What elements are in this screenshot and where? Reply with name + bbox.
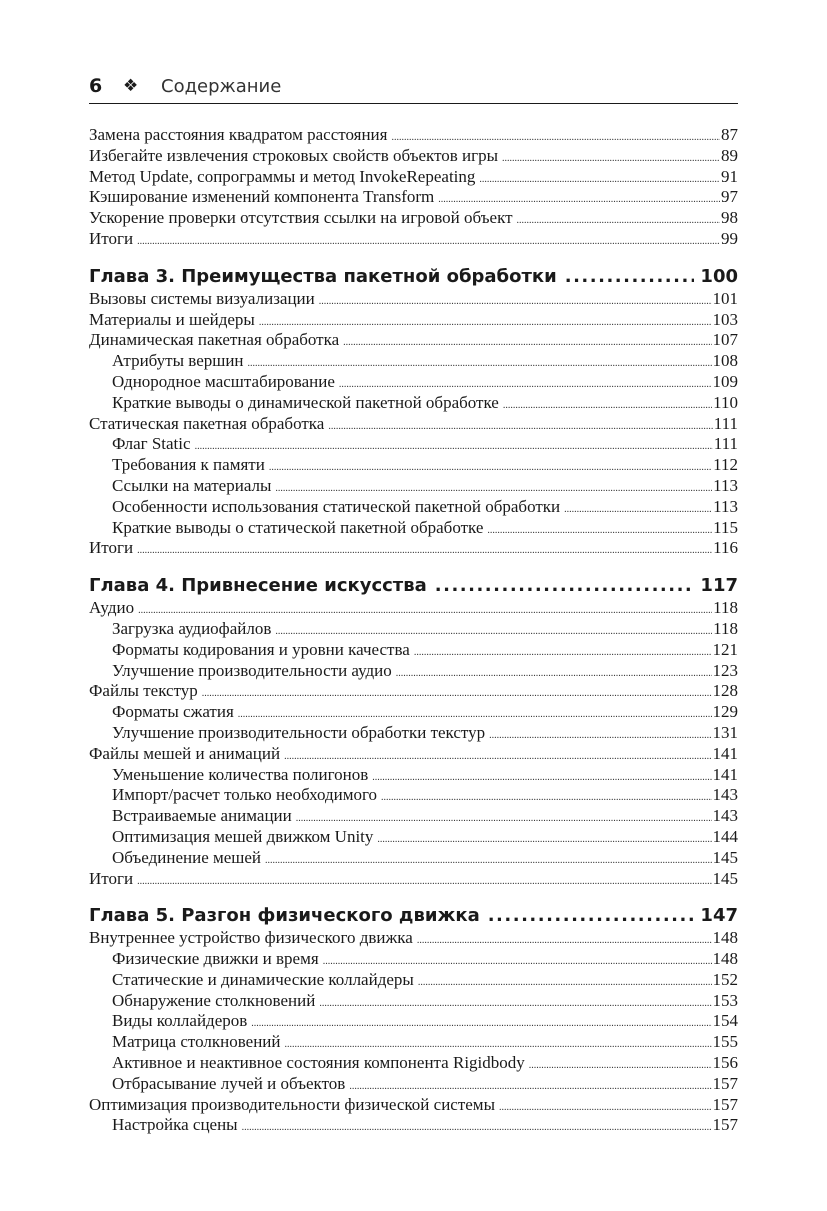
- entry-page-number: 144: [712, 826, 738, 846]
- dot-leader: [137, 232, 720, 253]
- entry-page-number: 107: [712, 330, 738, 350]
- toc-subsection[interactable]: [89, 640, 738, 661]
- entry-page-number: 89: [721, 145, 738, 165]
- entry-title: Итоги: [89, 868, 134, 888]
- entry-page-number: 123: [712, 660, 738, 680]
- toc-section[interactable]: [89, 310, 738, 331]
- entry-title: Кэширование изменений компонента Transform: [89, 187, 435, 207]
- dot-leader: [487, 521, 712, 542]
- entry-title: Флаг Static: [112, 434, 191, 454]
- entry-title: Оптимизация производительности физической системы: [89, 1094, 495, 1114]
- running-title: Содержание: [161, 76, 282, 97]
- toc-subsection[interactable]: [89, 949, 738, 970]
- entry-page-number: 116: [713, 538, 738, 558]
- entry-page-number: 157: [712, 1115, 738, 1135]
- entry-title: Ссылки на материалы: [112, 475, 272, 495]
- entry-title: Физические движки и время: [112, 949, 319, 969]
- toc-subsection[interactable]: [89, 455, 738, 476]
- toc-subsection[interactable]: [89, 848, 738, 869]
- entry-title: Загрузка аудиофайлов: [112, 618, 272, 638]
- entry-title: Форматы сжатия: [112, 702, 234, 722]
- chapter-title: Глава 5. Разгон физического движка: [89, 905, 480, 927]
- entry-page-number: 98: [721, 208, 738, 228]
- dot-leader: [319, 994, 711, 1015]
- entry-page-number: 154: [712, 1011, 738, 1031]
- chapter-page-number: 117: [700, 575, 738, 597]
- entry-title: Настройка сцены: [112, 1115, 238, 1135]
- entry-title: Однородное масштабирование: [112, 371, 335, 391]
- entry-page-number: 148: [712, 949, 738, 969]
- entry-page-number: 118: [713, 598, 738, 618]
- entry-title: Форматы кодирования и уровни качества: [112, 639, 410, 659]
- toc-subsection[interactable]: [89, 476, 738, 497]
- entry-page-number: 118: [713, 618, 738, 638]
- entry-page-number: 110: [713, 392, 738, 412]
- toc-subsection[interactable]: [89, 723, 738, 744]
- dot-leader: [251, 1014, 711, 1035]
- dot-leader: [265, 851, 711, 872]
- ornament-icon: ❖: [123, 76, 139, 96]
- entry-page-number: 145: [712, 847, 738, 867]
- dot-leader: [417, 931, 712, 952]
- toc-subsection[interactable]: [89, 1115, 738, 1136]
- entry-title: Атрибуты вершин: [112, 351, 244, 371]
- dot-leader: [137, 541, 712, 562]
- page-number: 6: [89, 75, 103, 97]
- toc-subsection[interactable]: [89, 351, 738, 372]
- toc-subsection[interactable]: [89, 393, 738, 414]
- dot-leader: [517, 211, 720, 232]
- entry-title: Метод Update, сопрограммы и метод InvokeRepeating: [89, 166, 476, 186]
- dot-leader: [502, 149, 720, 170]
- entry-page-number: 99: [721, 228, 738, 248]
- dot-leader: [414, 643, 712, 664]
- toc-subsection[interactable]: [89, 434, 738, 455]
- toc-section[interactable]: [89, 744, 738, 765]
- entry-page-number: 87: [721, 125, 738, 144]
- chapter-page-number: 147: [700, 905, 738, 927]
- dot-leader: [488, 904, 695, 928]
- toc-subsection[interactable]: [89, 518, 738, 539]
- entry-page-number: 111: [713, 413, 738, 433]
- toc-subsection[interactable]: [89, 1074, 738, 1095]
- toc-subsection[interactable]: [89, 1011, 738, 1032]
- entry-page-number: 155: [712, 1032, 738, 1052]
- entry-page-number: 128: [712, 681, 738, 701]
- toc-subsection[interactable]: [89, 991, 738, 1012]
- entry-title: Матрица столкновений: [112, 1032, 281, 1052]
- entry-title: Встраиваемые анимации: [112, 806, 292, 826]
- entry-title: Объединение мешей: [112, 847, 262, 867]
- dot-leader: [319, 292, 712, 313]
- dot-leader: [499, 1098, 712, 1119]
- dot-leader: [565, 265, 695, 289]
- toc-subsection[interactable]: [89, 970, 738, 991]
- entry-page-number: 115: [713, 517, 738, 537]
- toc-section[interactable]: [89, 869, 738, 890]
- toc-section[interactable]: [89, 187, 738, 208]
- entry-title: Отбрасывание лучей и объектов: [112, 1073, 346, 1093]
- toc-section[interactable]: [89, 1095, 738, 1116]
- entry-page-number: 143: [712, 806, 738, 826]
- entry-title: Статические и динамические коллайдеры: [112, 969, 414, 989]
- entry-page-number: 148: [712, 928, 738, 948]
- dot-leader: [343, 333, 711, 354]
- entry-page-number: 101: [712, 288, 738, 308]
- entry-page-number: 153: [712, 990, 738, 1010]
- toc-subsection[interactable]: [89, 372, 738, 393]
- chapter-heading[interactable]: [89, 904, 738, 928]
- entry-title: Активное и неактивное состояния компонента Rigidbody: [112, 1053, 525, 1073]
- entry-title: Ускорение проверки отсутствия ссылки на игровой объект: [89, 208, 513, 228]
- dot-leader: [195, 437, 713, 458]
- toc-section[interactable]: [89, 146, 738, 167]
- entry-title: Оптимизация мешей движком Unity: [112, 826, 374, 846]
- entry-title: Итоги: [89, 538, 134, 558]
- dot-leader: [372, 768, 711, 789]
- entry-page-number: 157: [712, 1073, 738, 1093]
- entry-title: Аудио: [89, 598, 135, 618]
- entry-title: Файлы мешей и анимаций: [89, 743, 281, 763]
- toc-section[interactable]: [89, 681, 738, 702]
- entry-title: Краткие выводы о динамической пакетной обработке: [112, 392, 499, 412]
- dot-leader: [202, 684, 712, 705]
- entry-title: Материалы и шейдеры: [89, 309, 255, 329]
- entry-page-number: 143: [712, 785, 738, 805]
- entry-title: Улучшение производительности аудио: [112, 660, 392, 680]
- dot-leader: [503, 396, 712, 417]
- toc-subsection[interactable]: [89, 1053, 738, 1074]
- entry-page-number: 109: [712, 371, 738, 391]
- entry-page-number: 152: [712, 969, 738, 989]
- entry-title: Импорт/расчет только необходимого: [112, 785, 378, 805]
- toc-section[interactable]: [89, 125, 738, 146]
- toc-section[interactable]: [89, 928, 738, 949]
- entry-title: Избегайте извлечения строковых свойств объектов игры: [89, 145, 499, 165]
- entry-title: Улучшение производительности обработки текстур: [112, 722, 486, 742]
- entry-page-number: 129: [712, 702, 738, 722]
- entry-title: Статическая пакетная обработка: [89, 413, 325, 433]
- chapter-heading[interactable]: [89, 574, 738, 598]
- toc-subsection[interactable]: [89, 827, 738, 848]
- dot-leader: [489, 726, 711, 747]
- entry-title: Краткие выводы о статической пакетной обработке: [112, 517, 484, 537]
- dot-leader: [137, 872, 711, 893]
- entry-page-number: 141: [712, 764, 738, 784]
- toc-subsection[interactable]: [89, 661, 738, 682]
- dot-leader: [396, 664, 712, 685]
- toc-section[interactable]: [89, 208, 738, 229]
- entry-page-number: 113: [713, 475, 738, 495]
- dot-leader: [269, 458, 712, 479]
- entry-title: Требования к памяти: [112, 455, 265, 475]
- toc-subsection[interactable]: [89, 1032, 738, 1053]
- entry-page-number: 157: [712, 1094, 738, 1114]
- entry-title: Итоги: [89, 228, 134, 248]
- entry-page-number: 113: [713, 496, 738, 516]
- entry-page-number: 91: [721, 166, 738, 186]
- chapter-heading[interactable]: [89, 265, 738, 289]
- entry-page-number: 108: [712, 351, 738, 371]
- dot-leader: [564, 500, 712, 521]
- toc-subsection[interactable]: [89, 619, 738, 640]
- entry-title: Уменьшение количества полигонов: [112, 764, 369, 784]
- entry-page-number: 121: [712, 639, 738, 659]
- entry-page-number: 97: [721, 187, 738, 207]
- toc-subsection[interactable]: [89, 497, 738, 518]
- chapter-page-number: 100: [700, 265, 738, 287]
- toc-section[interactable]: [89, 289, 738, 310]
- entry-title: Обнаружение столкновений: [112, 990, 316, 1010]
- dot-leader: [529, 1056, 712, 1077]
- toc-section[interactable]: [89, 167, 738, 188]
- entry-page-number: 112: [713, 455, 738, 475]
- toc-subsection[interactable]: [89, 806, 738, 827]
- dot-leader: [377, 830, 711, 851]
- entry-title: Виды коллайдеров: [112, 1011, 248, 1031]
- dot-leader: [479, 170, 720, 191]
- dot-leader: [328, 417, 712, 438]
- entry-title: Файлы текстур: [89, 681, 198, 701]
- toc-section[interactable]: [89, 330, 738, 351]
- toc-subsection[interactable]: [89, 765, 738, 786]
- dot-leader: [435, 574, 695, 598]
- toc-subsection[interactable]: [89, 785, 738, 806]
- page-header: [89, 75, 738, 104]
- toc-section[interactable]: [89, 538, 738, 559]
- entry-page-number: 103: [712, 309, 738, 329]
- toc-section[interactable]: [89, 229, 738, 250]
- entry-title: Внутреннее устройство физического движка: [89, 928, 413, 948]
- entry-page-number: 131: [712, 722, 738, 742]
- dot-leader: [242, 1118, 712, 1139]
- entry-page-number: 145: [712, 868, 738, 888]
- toc-section[interactable]: [89, 598, 738, 619]
- entry-title: Динамическая пакетная обработка: [89, 330, 340, 350]
- entry-title: Особенности использования статической пакетной обработки: [112, 496, 561, 516]
- entry-page-number: 141: [712, 743, 738, 763]
- entry-title: Вызовы системы визуализации: [89, 288, 315, 308]
- entry-title: Замена расстояния квадратом расстояния: [89, 125, 388, 144]
- table-of-contents: [89, 125, 738, 1136]
- entry-page-number: 111: [713, 434, 738, 454]
- dot-leader: [381, 788, 711, 809]
- chapter-title: Глава 3. Преимущества пакетной обработки: [89, 265, 557, 287]
- chapter-title: Глава 4. Привнесение искусства: [89, 575, 427, 597]
- entry-page-number: 156: [712, 1053, 738, 1073]
- dot-leader: [418, 973, 712, 994]
- toc-section[interactable]: [89, 414, 738, 435]
- toc-subsection[interactable]: [89, 702, 738, 723]
